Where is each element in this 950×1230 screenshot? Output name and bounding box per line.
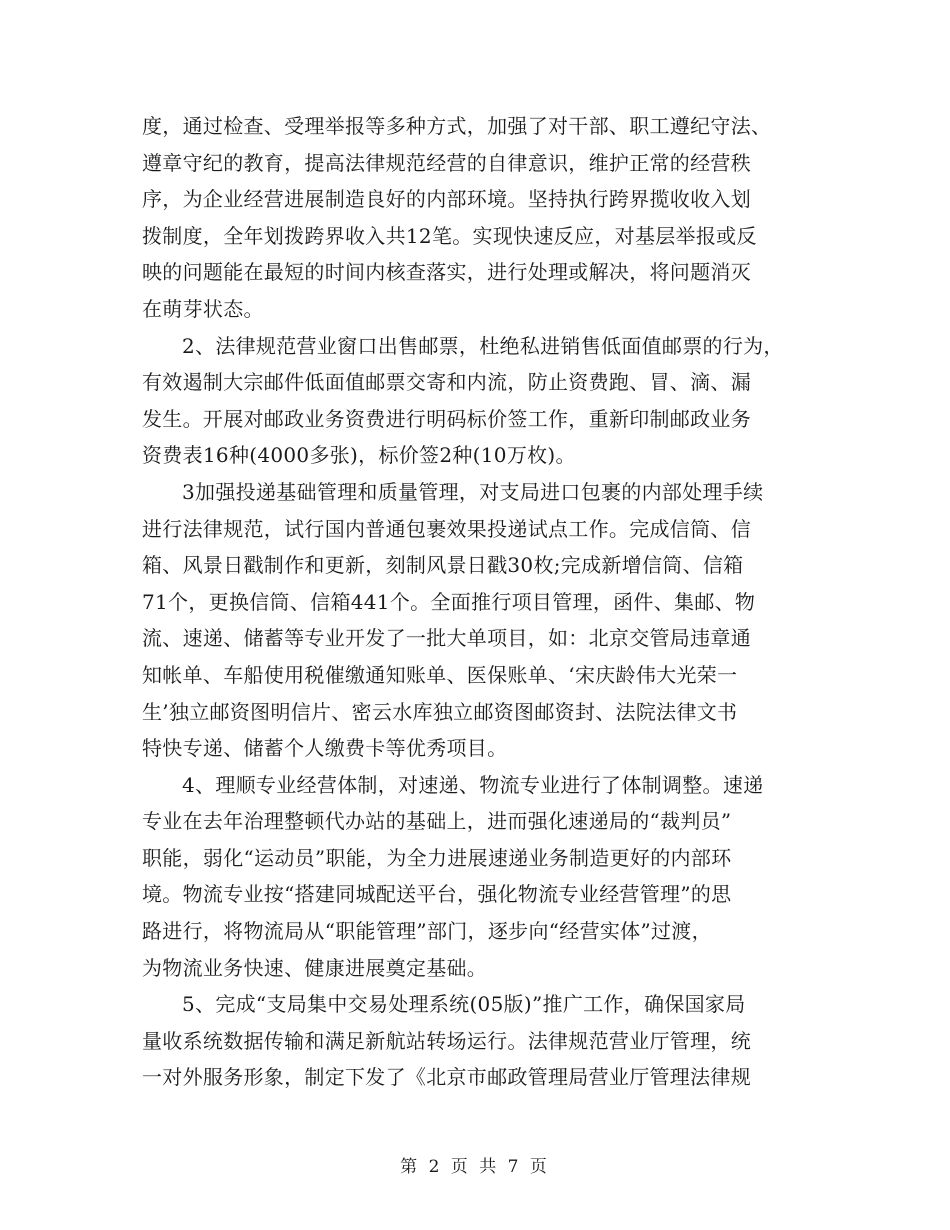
text-line: 有效遏制大宗邮件低面值邮票交寄和内流，防止资费跑、冒、滴、漏 [142,370,751,395]
text-line: 发生。开展对邮政业务资费进行明码标价签工作，重新印制邮政业务 [142,406,751,431]
text-line: 境。物流专业按“搭建同城配送平台，强化物流专业经营管理”的思 [142,882,732,907]
text-line: 特快专递、储蓄个人缴费卡等优秀项目。 [142,736,508,761]
text-line: 遵章守纪的教育，提高法律规范经营的自律意识，维护正常的经营秩 [142,150,751,175]
text-line: 路进行，将物流局从“职能管理”部门，逐步向“经营实体”过渡， [142,919,712,944]
text-line: 资费表16种(4000多张)，标价签2种(10万枚)。 [142,443,576,468]
text-line: 为物流业务快速、健康进展奠定基础。 [142,955,488,980]
text-line: 专业在去年治理整顿代办站的基础上，进而强化速递局的“裁判员” [142,809,732,834]
page-footer: 第 2 页 共 7 页 [400,1157,550,1177]
paragraph-start-line: 2、法律规范营业窗口出售邮票，杜绝私进销售低面值邮票的行为， [182,333,784,358]
text-line: 拨制度，全年划拨跨界收入共12笔。实现快速反应，对基层举报或反 [142,223,757,248]
text-line: 流、速递、储蓄等专业开发了一批大单项目，如：北京交管局违章通 [142,626,751,651]
paragraph-start-line: 5、完成“支局集中交易处理系统(05版)”推广工作，确保国家局 [182,992,746,1017]
text-line: 映的问题能在最短的时间内核查落实，进行处理或解决，将问题消灭 [142,260,751,285]
text-line: 一对外服务形象，制定下发了《北京市邮政管理局营业厅管理法律规 [142,1065,751,1090]
text-line: 箱、风景日戳制作和更新，刻制风景日戳30枚;完成新增信筒、信箱 [142,553,744,578]
paragraph-start-line: 3加强投递基础管理和质量管理，对支局进口包裹的内部处理手续 [182,479,764,504]
text-line: 量收系统数据传输和满足新航站转场运行。法律规范营业厅管理，统 [142,1028,751,1053]
text-line: 序，为企业经营进展制造良好的内部环境。坚持执行跨界揽收收入划 [142,187,751,212]
paragraph-start-line: 4、理顺专业经营体制，对速递、物流专业进行了体制调整。速递 [182,772,764,797]
text-line: 职能，弱化“运动员”职能，为全力进展速递业务制造更好的内部环 [142,845,732,870]
text-line: 生’独立邮资图明信片、密云水库独立邮资图邮资封、法院法律文书 [142,699,738,724]
text-line: 进行法律规范，试行国内普通包裹效果投递试点工作。完成信筒、信 [142,516,751,541]
body-text [142,108,832,1096]
text-line: 71个，更换信筒、信箱441个。全面推行项目管理，函件、集邮、物 [142,589,756,614]
text-line: 在萌芽状态。 [142,296,264,321]
text-line: 度，通过检查、受理举报等多种方式，加强了对干部、职工遵纪守法、 [142,114,772,138]
text-line: 知帐单、车船使用税催缴通知账单、医保账单、‘宋庆龄伟大光荣一 [142,662,738,687]
